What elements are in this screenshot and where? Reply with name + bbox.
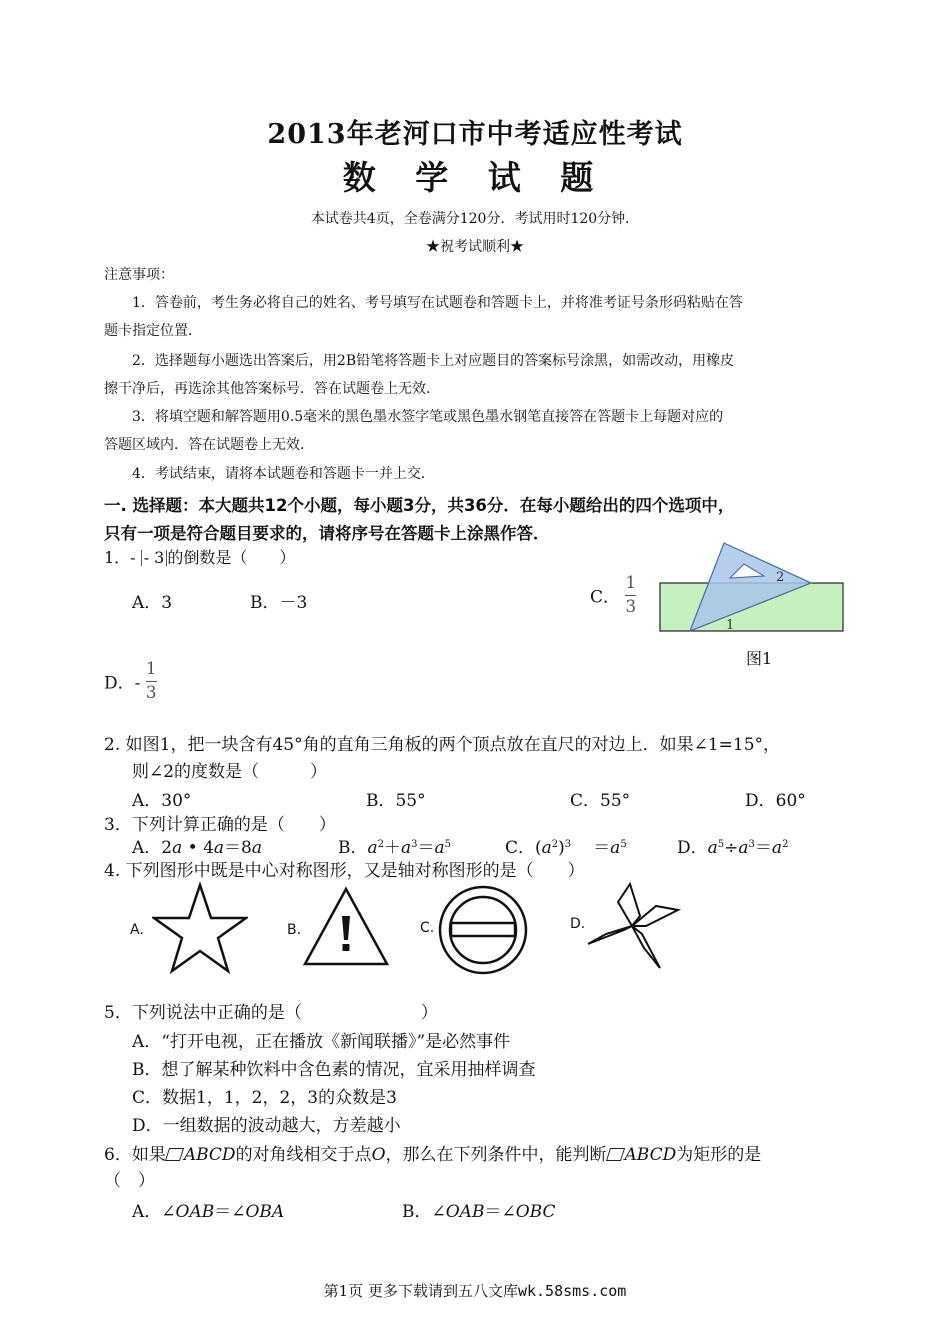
question-1-stem [104,545,295,568]
variable-a: a [707,838,718,858]
fraction-numerator: 1 [625,573,637,593]
q5-option-d: D．一组数据的波动越大，方差越小 [132,1116,401,1136]
notice-heading: 注意事项： [104,267,174,283]
absolute-value-expression: - 3 [141,550,168,566]
q2-option-c: C．55° [570,791,631,811]
exponent: 3 [564,839,572,850]
q6-a-eq: ＝∠ [214,1202,246,1222]
question-6-stem [104,1140,761,1165]
question-2-line2: 则∠2的度数是（ ） [132,762,328,782]
q5-option-a: A．“打开电视，正在播放《新闻联播》”是必然事件 [132,1032,511,1052]
exponent: 2 [377,839,385,850]
parallelogram-symbol-icon [605,1148,624,1161]
question-2-line1: 2. 如图1，把一块含有45°角的直角三角板的两个顶点放在直尺的对边上．如果∠1=15°， [104,735,781,755]
q3-option-b [338,833,451,858]
q5-option-c: C．数据1，1，2，2，3的众数是3 [132,1088,397,1108]
notice-item-3-line2: 答题区域内．答在试题卷上无效． [104,437,314,453]
angle-2-label: 2 [776,570,785,585]
equals-sign: ＝ [417,838,435,858]
variable-a: a [771,838,783,858]
q6-abcd: ABCD [624,1145,677,1165]
fraction-denominator: 3 [145,682,157,703]
q1-option-d [104,660,157,702]
q6-text-3: ，那么在下列条件中，能判断 [385,1145,607,1165]
footer-text: 第1页 更多下载请到五八文库 [323,1282,518,1300]
exponent: 2 [551,839,559,850]
q6-text-1: 6．如果 [104,1145,166,1165]
q4-option-b-label: B. [287,922,302,938]
variable-a: a [251,838,262,858]
section1-heading-line2: 只有一项是符合题目要求的，请将序号在答题卡上涂黑作答． [104,524,550,543]
figure-1-ruler-triangle [656,540,850,640]
page-footer [0,1280,950,1301]
q4-option-a-label: A. [130,922,144,938]
q1-option-a: A．3 [132,593,173,613]
q4-option-c-label: C. [420,920,435,936]
variable-a: a [610,838,621,858]
divide-sign: ÷ [724,838,739,858]
parallelogram-symbol-icon [165,1148,184,1161]
q6-b-label: B．∠ [402,1202,446,1222]
q6-text-4: 为矩形的是 [676,1145,762,1165]
q6-point-o: O [371,1145,386,1165]
exponent: 5 [444,839,452,850]
q3-a-end: ＝8 [224,838,252,858]
q1-option-c-label: C． [590,587,621,608]
q6-a-angle1: OAB [175,1202,215,1222]
q3-option-a [132,833,262,858]
notice-item-2-line1: 2．选择题每小题选出答案后，用2B铅笔将答题卡上对应题目的答案标号涂黑，如需改动，用橡皮 [132,353,735,369]
notice-item-3-line1: 3．将填空题和解答题用0.5毫米的黑色墨水签字笔或黑色墨水钢笔直接答在答题卡上每题对应的 [132,409,724,425]
equals-sign: ＝ [754,838,772,858]
q6-option-a [132,1197,284,1222]
q6-text-2: 的对角线相交于点 [235,1145,372,1165]
variable-a: a [434,838,445,858]
q2-option-b: B．55° [366,791,426,811]
q6-a-angle2: OBA [245,1202,285,1222]
equals-sign: ＝ [593,838,611,858]
notice-item-1-line1: 1．答卷前，考生务必将自己的姓名、考号填写在试题卷和答题卡上，并将准考证号条形码粘贴在答 [132,295,743,311]
pinwheel-icon [584,880,688,974]
q6-a-label: A．∠ [132,1202,176,1222]
q1-prefix: 1．- [104,548,136,567]
exam-title: 2013年老河口市中考适应性考试 [267,119,683,150]
q6-abcd: ABCD [183,1145,236,1165]
q2-option-a: A．30° [132,791,192,811]
section1-heading-line1: 一. 选择题：本大题共12个小题，每小题3分，共36分．在每小题给出的四个选项中， [104,496,735,515]
q3-b-label: B． [338,838,368,858]
variable-a: a [541,838,552,858]
q3-c-label: C．( [505,838,542,858]
q3-a-label: A．2 [132,838,173,858]
q5-option-b: B．想了解某种饮料中含色素的情况，宜采用抽样调查 [132,1060,536,1080]
fraction-bar [146,681,157,682]
q6-b-eq: ＝∠ [484,1202,516,1222]
notice-item-2-line2: 擦干净后，再选涂其他答案标号．答在试题卷上无效． [104,381,440,397]
q6-b-angle1: OAB [445,1202,485,1222]
fraction-one-third [625,574,636,616]
exam-info: 本试卷共4页，全卷满分120分．考试用时120分钟． [310,211,640,227]
question-3-stem: 3．下列计算正确的是（ ） [104,815,336,835]
footer-link[interactable]: wk.58sms.com [517,1282,627,1300]
variable-a: a [172,838,183,858]
variable-a: a [401,838,412,858]
exponent: 3 [748,839,755,850]
star-icon [152,882,248,974]
question-4-stem: 4. 下列图形中既是中心对称图形，又是轴对称图形的是（ ） [104,861,585,881]
q1-option-b: B．－3 [250,593,308,613]
exponent: 2 [782,839,789,850]
plus-sign: ＋ [384,838,402,858]
fraction-bar [625,595,636,596]
no-entry-circle-icon [437,884,529,976]
q2-option-d: D．60° [745,791,806,811]
fraction-one-third [146,660,157,702]
question-6-paren: （ ） [104,1171,155,1191]
q4-option-d-label: D. [570,916,586,932]
variable-a: a [367,838,378,858]
notice-item-1-line2: 题卡指定位置． [104,323,202,339]
q1-option-d-label: D．- [104,673,141,694]
q6-option-b [402,1197,555,1222]
notice-item-4-line1: 4．考试结束，请将本试题卷和答题卡一并上交． [132,466,435,482]
q6-b-angle2: OBC [515,1202,556,1222]
fraction-numerator: 1 [145,659,157,679]
q3-a-mid: • 4 [182,838,214,858]
variable-a: a [213,838,225,858]
exponent: 3 [411,839,418,850]
exponent: 5 [620,839,627,850]
figure-1-caption: 图1 [746,649,773,668]
q1-stem-text: 的倒数是（ ） [167,548,296,567]
q1-option-c [590,574,636,616]
variable-a: a [738,838,749,858]
exam-wish: ★祝考试顺利★ [426,239,524,255]
question-5-stem: 5．下列说法中正确的是（ ） [104,1003,438,1023]
q3-option-d [677,833,788,858]
exponent: 5 [717,839,725,850]
angle-1-label: 1 [726,618,735,633]
fraction-denominator: 3 [625,596,637,617]
warning-triangle-icon [302,886,390,968]
q3-d-label: D． [677,838,708,858]
exam-subject: 数 学 试 题 [342,158,608,197]
q3-option-c: C．$(a^2)^3 =a^5$ [505,838,627,858]
